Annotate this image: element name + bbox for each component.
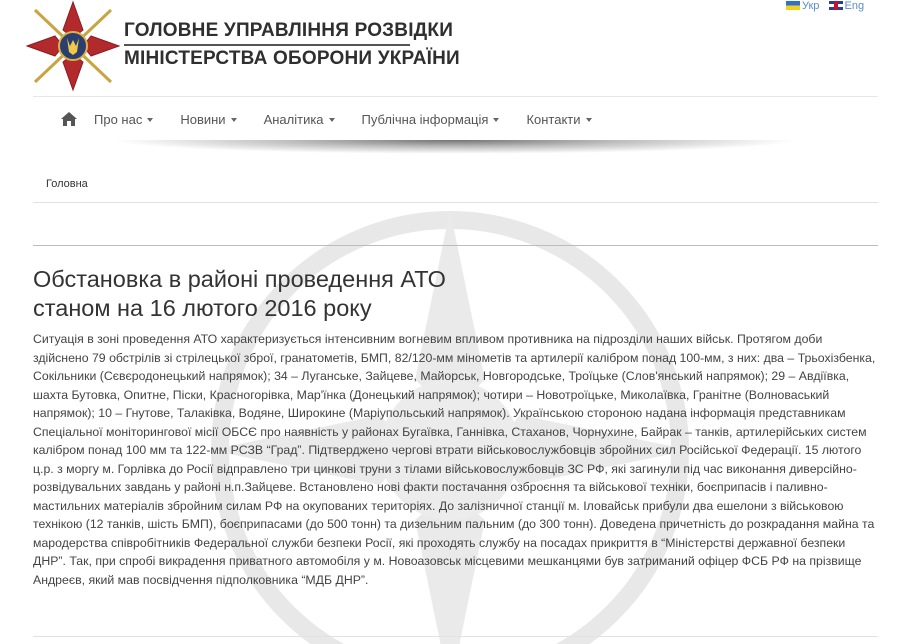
article-title bbox=[33, 265, 733, 323]
nav-news[interactable] bbox=[180, 112, 236, 127]
article-title-line2: станом на 16 лютого 2016 року bbox=[33, 295, 372, 321]
nav-about[interactable] bbox=[94, 112, 153, 127]
bottom-divider bbox=[33, 636, 878, 637]
nav-analytics[interactable] bbox=[264, 112, 335, 127]
lang-eng[interactable] bbox=[829, 0, 865, 12]
caret-down-icon bbox=[231, 118, 237, 122]
ukraine-flag-icon bbox=[786, 1, 800, 10]
site-title-line1: ГОЛОВНЕ УПРАВЛІННЯ РОЗВІДКИ bbox=[124, 20, 454, 41]
nav-contacts-label: Контакти bbox=[526, 111, 581, 127]
language-switcher bbox=[786, 0, 870, 12]
main-navbar bbox=[33, 96, 878, 141]
lang-ukr-label: Укр bbox=[802, 0, 820, 12]
caret-down-icon bbox=[147, 118, 153, 122]
home-icon bbox=[61, 112, 77, 126]
caret-down-icon bbox=[329, 118, 335, 122]
nav-about-label: Про нас bbox=[94, 111, 143, 127]
navbar-shadow bbox=[110, 140, 800, 154]
site-title-line2: МІНІСТЕРСТВА ОБОРОНИ УКРАЇНИ bbox=[124, 48, 460, 69]
article-title-line1: Обстановка в районі проведення АТО bbox=[33, 266, 446, 292]
caret-down-icon bbox=[586, 118, 592, 122]
site-logo[interactable] bbox=[25, 0, 121, 92]
nav-home[interactable] bbox=[56, 109, 82, 129]
section-divider bbox=[33, 245, 878, 246]
lang-ukr[interactable] bbox=[786, 0, 819, 12]
nav-news-label: Новини bbox=[180, 111, 226, 127]
nav-public-info[interactable] bbox=[362, 112, 500, 127]
title-divider bbox=[124, 44, 410, 46]
uk-flag-icon bbox=[829, 1, 843, 10]
nav-analytics-label: Аналітика bbox=[263, 111, 324, 127]
breadcrumb-home[interactable]: Головна bbox=[46, 178, 88, 190]
nav-contacts[interactable] bbox=[526, 112, 591, 127]
lang-eng-label: Eng bbox=[844, 0, 865, 12]
article-body: Ситуація в зоні проведення АТО характеризується інтенсивним вогневим впливом противника на підрозділи наших військ. Протягом доби здійснено 79 обстрілів зі стрілецької зброї, гранатометів, БМП, 82/120-мм мінометів та артилерії калібром понад 100-мм, з них: два – Трьохізбенка, Сокільники (Сєвєродонецький напрямок); 34 – Луганське, Зайцеве, Майорськ, Новгородське, Троїцьке (Слов'янський напрямок); 29 – Авдіївка, шахта Бутовка, Опитне, Піски, Красногорівка, Мар'їнка (Донецький напрямок); чотири – Новотроїцьке, Миколаївка, Гранітне (Волноваський напрямок); 10 – Гнутове, Талаківка, Водяне, Широкине (Маріупольський напрямок). Українською стороною надана інформація представникам Спеціальної моніторингової місії ОБСЄ про наявність у районах Бугаївка, Ганнівка, Стаханов, Чорнухине, Байрак – танків, артилерійських систем калібром понад 100 мм та 122-мм РСЗВ “Град”. Підтверджено чергові втрати військовослужбовців збройних сил Російської Федерації. 15 лютого ц.р. з моргу м. Горлівка до Росії відправлено три цинкові труни з тілами військовослужбовців ЗС РФ, які загинули під час виконання диверсійно-розвідувальних завдань у районі н.п.Зайцеве. Встановлено нові факти постачання озброєння та військової техніки, боєприпасів і паливно-мастильних матеріалів збройним силам РФ на окупованих територіях. До залізничної станції м. Іловайськ прибули два ешелони з військовою технікою (12 танків, шість БМП), боєприпасами (до 500 тонн) та дизельним пальним (до 300 тонн). Доведена причетність до розкрадання майна та мародерства співробітників Федеральної служби безпеки Росії, які проходять службу на посадах прикриття в “Міністерстві державної безпеки ДНР”. Так, при спробі викрадення приватного автомобіля у м. Новоазовськ місцевими мешканцями був затриманий офіцер ФСБ РФ на прізвище Андреєв, який мав посвідчення підполковника “МДБ ДНР”. bbox=[33, 332, 876, 587]
caret-down-icon bbox=[493, 118, 499, 122]
breadcrumb bbox=[33, 168, 878, 203]
nav-public-info-label: Публічна інформація bbox=[361, 111, 489, 127]
site-title bbox=[124, 19, 460, 71]
